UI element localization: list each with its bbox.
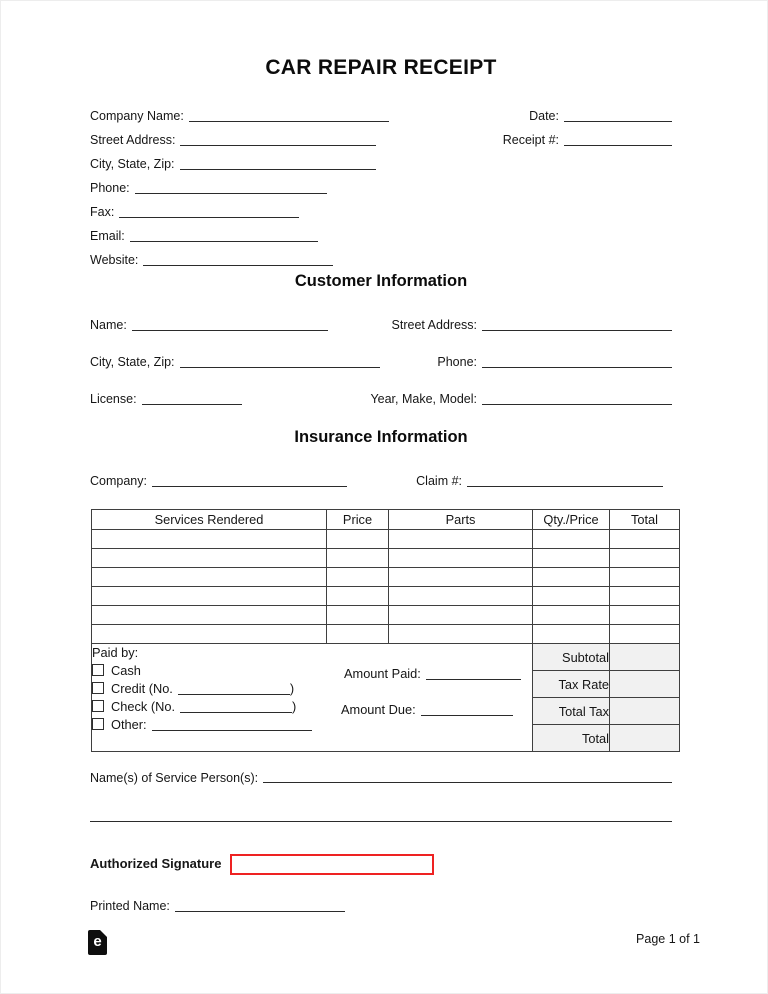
date-blank[interactable] — [564, 109, 672, 122]
insurance-company-blank[interactable] — [152, 474, 347, 487]
total-header: Total — [610, 510, 680, 530]
service-cell[interactable] — [92, 568, 327, 587]
subtotal-label: Subtotal — [533, 644, 610, 671]
total-cell[interactable] — [610, 530, 680, 549]
paid-by-label: Paid by: — [92, 645, 139, 660]
parts-cell[interactable] — [389, 549, 533, 568]
parts-cell[interactable] — [389, 530, 533, 549]
check-checkbox[interactable] — [92, 700, 104, 712]
page-title: CAR REPAIR RECEIPT — [265, 56, 497, 79]
year-make-model-label: Year, Make, Model: — [370, 392, 477, 406]
customer-city-label: City, State, Zip: — [90, 355, 175, 369]
qty-price-cell[interactable] — [533, 549, 610, 568]
amount-paid-group — [344, 665, 521, 683]
customer-street-label: Street Address: — [391, 318, 477, 332]
license-label: License: — [90, 392, 137, 406]
other-blank[interactable] — [152, 718, 312, 731]
date-label: Date: — [529, 109, 559, 123]
amount-due-group — [341, 701, 513, 719]
credit-label: Credit (No. — [111, 681, 173, 696]
qty-price-cell[interactable] — [533, 530, 610, 549]
receipt-meta-block — [503, 104, 672, 152]
other-label: Other: — [111, 717, 147, 732]
cash-checkbox[interactable] — [92, 664, 104, 676]
service-row — [92, 587, 680, 606]
price-cell[interactable] — [327, 625, 389, 644]
receipt-number-blank[interactable] — [564, 133, 672, 146]
customer-phone-label: Phone: — [437, 355, 477, 369]
authorized-signature-field[interactable] — [230, 854, 434, 875]
check-label: Check (No. — [111, 699, 176, 714]
receipt-number-row — [503, 128, 672, 152]
service-row — [92, 530, 680, 549]
customer-phone-blank[interactable] — [482, 355, 672, 368]
services-table — [91, 509, 680, 752]
receipt-number-label: Receipt #: — [502, 133, 559, 147]
parts-cell[interactable] — [389, 587, 533, 606]
credit-checkbox[interactable] — [92, 682, 104, 694]
price-cell[interactable] — [327, 587, 389, 606]
printed-name-blank[interactable] — [175, 899, 345, 912]
parts-header: Parts — [389, 510, 533, 530]
logo-letter: e — [93, 933, 102, 950]
service-cell[interactable] — [92, 625, 327, 644]
claim-number-blank[interactable] — [467, 474, 663, 487]
service-person-blank-line-2[interactable] — [90, 805, 672, 822]
tax-rate-value-cell[interactable] — [610, 671, 680, 698]
service-person-row — [90, 770, 672, 786]
total-tax-label: Total Tax — [533, 698, 610, 725]
website-row — [90, 248, 672, 272]
amount-due-label: Amount Due: — [341, 702, 416, 717]
service-cell[interactable] — [92, 549, 327, 568]
qty-price-cell[interactable] — [533, 568, 610, 587]
vehicle-group — [370, 391, 672, 407]
customer-street-group — [392, 317, 672, 333]
credit-close-paren: ) — [289, 681, 295, 696]
qty-price-cell[interactable] — [533, 587, 610, 606]
credit-number-blank[interactable] — [178, 682, 290, 695]
subtotal-value-cell[interactable] — [610, 644, 680, 671]
company-name-blank[interactable] — [189, 109, 389, 122]
service-row — [92, 549, 680, 568]
authorized-signature-label: Authorized Signature — [90, 856, 222, 871]
city-state-zip-blank[interactable] — [180, 157, 376, 170]
total-cell[interactable] — [610, 568, 680, 587]
subtotal-row — [92, 644, 680, 671]
customer-row-2 — [90, 354, 672, 370]
qty-price-header: Qty./Price — [533, 510, 610, 530]
customer-street-blank[interactable] — [482, 318, 672, 331]
qty-price-cell[interactable] — [533, 625, 610, 644]
authorized-signature-row — [90, 852, 672, 876]
printed-name-row — [90, 898, 672, 914]
insurance-company-label: Company: — [90, 474, 147, 488]
total-cell[interactable] — [610, 625, 680, 644]
fax-row — [90, 200, 672, 224]
service-person-blank[interactable] — [263, 770, 672, 783]
customer-row-3 — [90, 391, 672, 407]
service-row — [92, 568, 680, 587]
total-cell[interactable] — [610, 549, 680, 568]
year-make-model-blank[interactable] — [482, 392, 672, 405]
city-state-zip-row — [90, 152, 672, 176]
price-cell[interactable] — [327, 549, 389, 568]
service-cell[interactable] — [92, 587, 327, 606]
service-row — [92, 625, 680, 644]
tax-rate-label: Tax Rate — [533, 671, 610, 698]
price-cell[interactable] — [327, 530, 389, 549]
total-value-cell[interactable] — [610, 725, 680, 752]
total-cell[interactable] — [610, 587, 680, 606]
street-address-label: Street Address: — [90, 133, 176, 147]
phone-blank[interactable] — [135, 181, 327, 194]
customer-city-blank[interactable] — [180, 355, 380, 368]
email-row — [90, 224, 672, 248]
service-cell[interactable] — [92, 606, 327, 625]
fax-label: Fax: — [90, 205, 115, 219]
services-table-header-row — [92, 510, 680, 530]
phone-row — [90, 176, 672, 200]
company-name-label: Company Name: — [90, 109, 184, 123]
check-number-blank[interactable] — [180, 700, 292, 713]
amount-due-blank[interactable] — [421, 703, 513, 716]
date-row — [503, 104, 672, 128]
price-header: Price — [327, 510, 389, 530]
license-blank[interactable] — [142, 392, 242, 405]
eforms-logo — [88, 930, 107, 955]
service-row — [92, 606, 680, 625]
qty-price-cell[interactable] — [533, 606, 610, 625]
city-state-zip-label: City, State, Zip: — [90, 157, 175, 171]
total-label: Total — [533, 725, 610, 752]
company-info-block — [90, 104, 672, 272]
parts-cell[interactable] — [389, 625, 533, 644]
insurance-row — [90, 473, 672, 489]
customer-row-1 — [90, 317, 672, 333]
email-blank[interactable] — [130, 229, 318, 242]
claim-number-label: Claim #: — [416, 474, 462, 488]
cash-label: Cash — [111, 663, 141, 678]
street-address-blank[interactable] — [180, 133, 376, 146]
total-tax-value-cell[interactable] — [610, 698, 680, 725]
amount-paid-label: Amount Paid: — [344, 666, 421, 681]
service-cell[interactable] — [92, 530, 327, 549]
website-label: Website: — [90, 253, 139, 267]
claim-group — [416, 473, 663, 489]
price-cell[interactable] — [327, 606, 389, 625]
customer-name-label: Name: — [90, 318, 127, 332]
document-content — [90, 0, 672, 914]
customer-name-blank[interactable] — [132, 318, 328, 331]
printed-name-label: Printed Name: — [90, 899, 170, 913]
parts-cell[interactable] — [389, 606, 533, 625]
total-cell[interactable] — [610, 606, 680, 625]
service-person-label: Name(s) of Service Person(s): — [90, 771, 259, 785]
price-cell[interactable] — [327, 568, 389, 587]
page-indicator: Page 1 of 1 — [636, 932, 700, 946]
check-close-paren: ) — [292, 699, 297, 714]
payment-section — [92, 644, 533, 752]
fax-blank[interactable] — [119, 205, 299, 218]
website-blank[interactable] — [143, 253, 333, 266]
customer-information-heading: Customer Information — [294, 272, 468, 290]
phone-label: Phone: — [90, 181, 130, 195]
insurance-information-heading: Insurance Information — [294, 428, 468, 446]
parts-cell[interactable] — [389, 568, 533, 587]
customer-phone-group — [437, 354, 672, 370]
email-label: Email: — [90, 229, 125, 243]
services-rendered-header: Services Rendered — [92, 510, 327, 530]
amount-paid-blank[interactable] — [426, 667, 521, 680]
other-checkbox[interactable] — [92, 718, 104, 730]
